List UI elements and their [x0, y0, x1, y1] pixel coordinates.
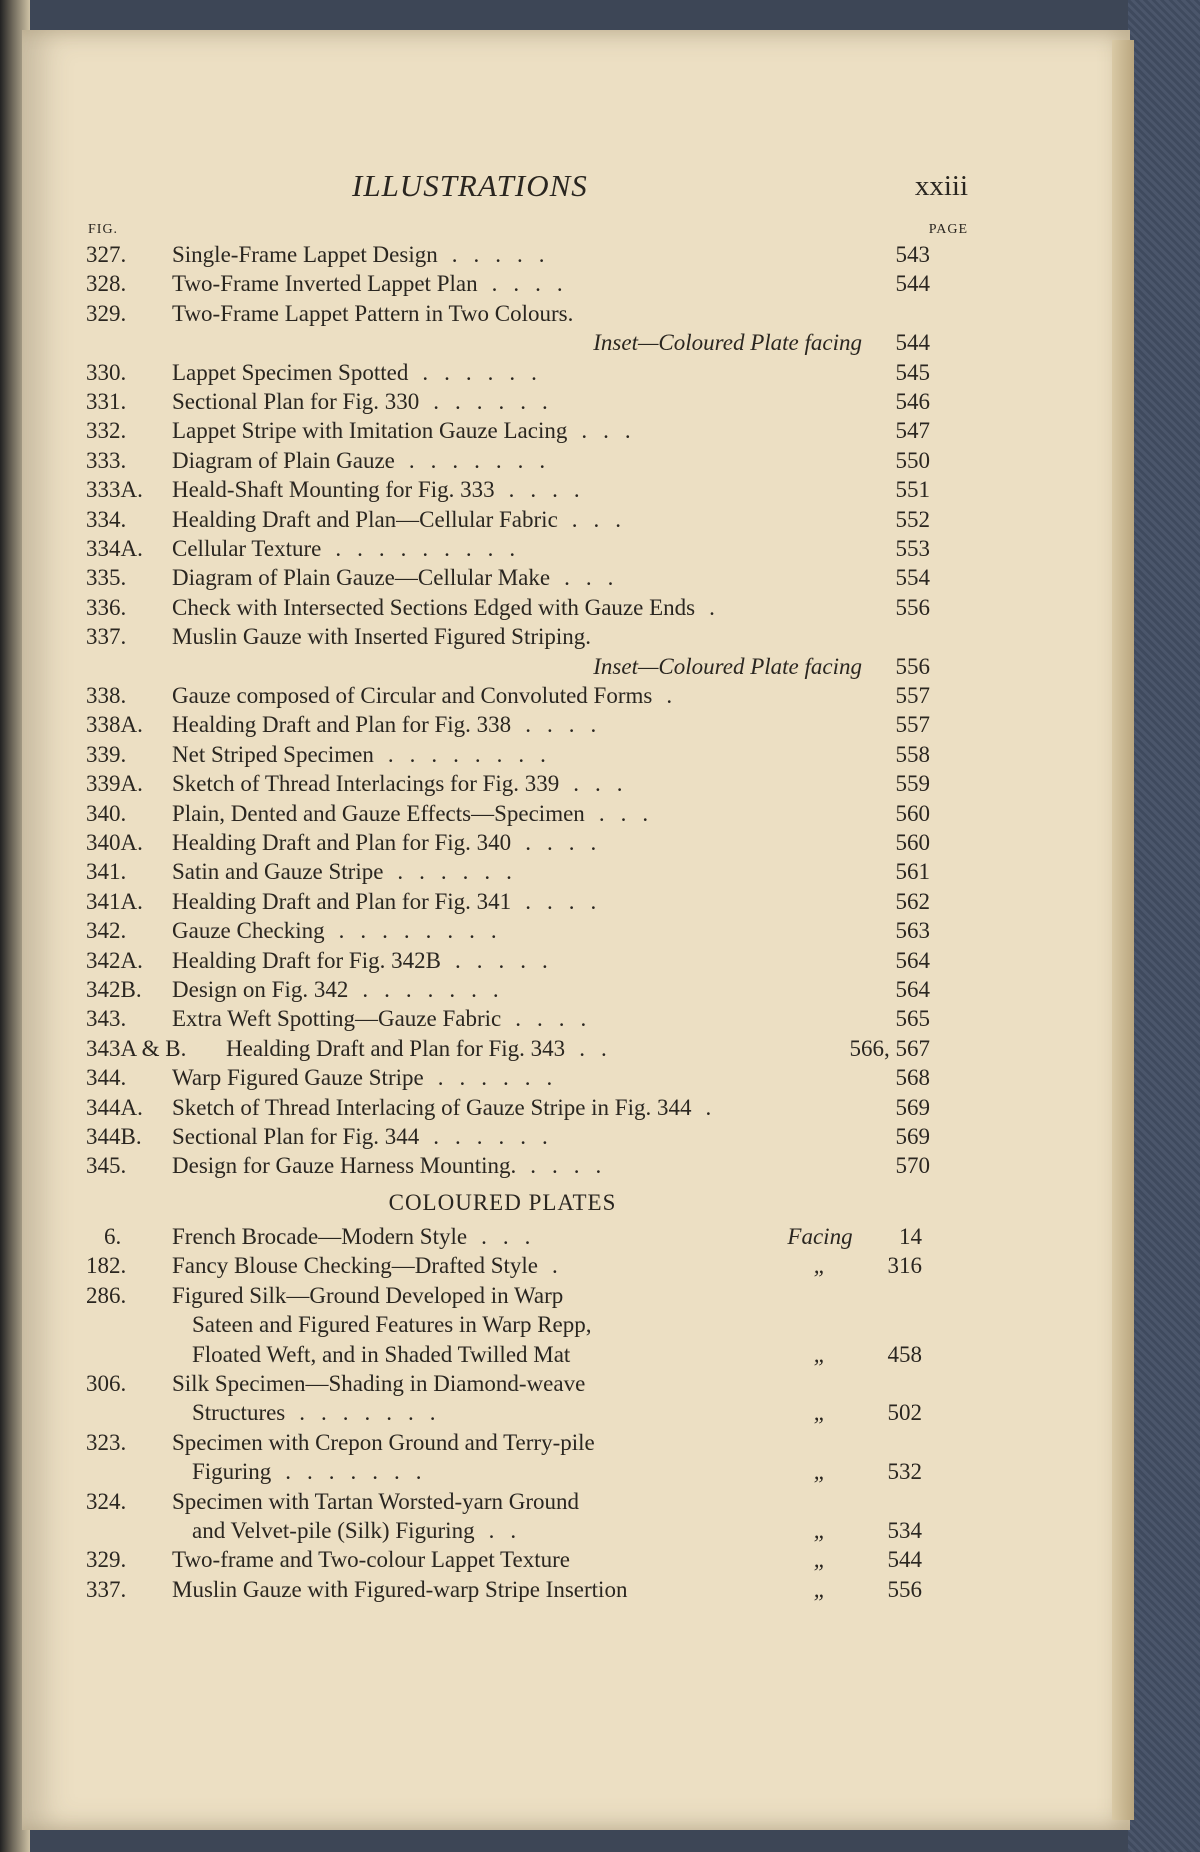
plate-title-text: Two-frame and Two-colour Lappet Texture: [172, 1547, 570, 1573]
list-item: [0, 1122, 1200, 1152]
dot-leader: ......: [437, 1065, 569, 1091]
fig-column-label: FIG.: [88, 222, 119, 237]
dot-leader: .....: [454, 947, 564, 973]
fig-number: 343.: [86, 1006, 127, 1032]
entry-title-text: Two-Frame Inverted Lappet Plan: [172, 271, 478, 297]
list-item: [0, 652, 1200, 682]
page-ref: 545: [895, 359, 930, 385]
dot-leader: .......: [408, 447, 562, 473]
entry-title: [172, 1063, 568, 1093]
list-item: [0, 387, 1200, 417]
fig-number: 306.: [86, 1371, 127, 1396]
page-ref: 563: [895, 918, 930, 944]
fig-number: 344.: [86, 1065, 127, 1091]
dot-leader: ...: [581, 418, 647, 444]
dot-leader: ......: [422, 359, 553, 385]
fig-number: 336.: [86, 594, 127, 620]
page-ref: 564: [895, 947, 930, 973]
fig-number: 330.: [86, 359, 127, 385]
page-ref: 569: [895, 1124, 930, 1149]
dot-leader: .......: [285, 1459, 438, 1485]
fig-number: 338.: [86, 683, 127, 708]
dot-leader: ....: [515, 1006, 603, 1032]
page-ref: 316: [887, 1253, 922, 1279]
plate-item: [0, 1487, 1200, 1517]
entry-title-text: Sketch of Thread Interlacings for Fig. 339: [172, 771, 560, 797]
dot-leader: ......: [433, 1124, 564, 1149]
list-item: [0, 505, 1200, 535]
entry-title-text: Design on Fig. 342: [172, 977, 349, 1002]
page-ref: 550: [895, 447, 930, 473]
list-item: [0, 769, 1200, 799]
page-ref: 552: [895, 506, 930, 532]
list-item: [0, 446, 1200, 476]
entry-title: [172, 857, 528, 887]
plate-item: [0, 1340, 1200, 1370]
list-item: [0, 1063, 1200, 1093]
entry-title-text: Muslin Gauze with Inserted Figured Striping.: [172, 624, 592, 650]
inset-note: Inset—Coloured Plate facing: [593, 330, 862, 356]
page-ref: 559: [895, 771, 930, 797]
entry-title: [172, 828, 612, 858]
plate-title: [172, 1487, 579, 1517]
entry-title: [172, 1093, 727, 1123]
entry-title: [172, 358, 553, 388]
entry-title: [172, 475, 596, 505]
entry-title: [172, 593, 731, 623]
page-ref: 14: [899, 1224, 922, 1249]
entry-title-text: Healding Draft and Plan—Cellular Fabric: [172, 506, 558, 532]
facing-label: „: [813, 1459, 827, 1485]
fig-number: 338A.: [86, 712, 143, 738]
list-item: [0, 416, 1200, 446]
page-number: xxiii: [914, 170, 968, 202]
plate-item: [0, 1369, 1200, 1399]
plate-title-text: Specimen with Tartan Worsted-yarn Ground: [172, 1488, 580, 1514]
dot-leader: ...: [564, 565, 630, 591]
fig-number: 332.: [86, 418, 127, 444]
facing-label: „: [813, 1253, 827, 1279]
entry-title-text: Satin and Gauze Stripe: [172, 859, 384, 885]
entry-title-text: Design for Gauze Harness Mounting.: [172, 1153, 517, 1179]
dot-leader: ...: [571, 506, 638, 532]
list-item: [0, 269, 1200, 299]
page-ref: 544: [887, 1547, 922, 1573]
list-item: [0, 299, 1200, 329]
entry-title-text: Sectional Plan for Fig. 344: [172, 1124, 420, 1149]
page-ref: 566, 567: [849, 1035, 930, 1061]
plate-item: [0, 1457, 1200, 1487]
entry-title: [172, 740, 562, 770]
list-item: [0, 1093, 1200, 1123]
fig-number: 329.: [86, 300, 127, 326]
page-ref: 546: [895, 389, 930, 414]
entry-title-text: Plain, Dented and Gauze Effects—Specimen: [172, 800, 585, 826]
fig-number: 286.: [86, 1282, 127, 1308]
entry-title-text: Healding Draft and Plan for Fig. 341: [172, 888, 512, 914]
dot-leader: ...: [481, 1224, 547, 1249]
fig-number: 339.: [86, 741, 127, 767]
fig-number: 324.: [86, 1488, 127, 1514]
page-ref: 556: [895, 653, 930, 679]
dot-leader: ........: [338, 918, 513, 944]
plate-item: [0, 1398, 1200, 1428]
fig-number: 341A.: [86, 888, 143, 914]
fig-number: 328.: [86, 271, 127, 297]
entry-title-text: Two-Frame Lappet Pattern in Two Colours.: [172, 300, 574, 326]
page-ref: 532: [887, 1459, 922, 1485]
page-ref: 553: [895, 536, 930, 561]
page-ref: 544: [895, 330, 930, 356]
entry-title: [172, 269, 579, 299]
list-item: [0, 1034, 1200, 1064]
fig-number: 327.: [86, 242, 127, 267]
page-ref: 556: [887, 1576, 922, 1602]
entry-title: [172, 916, 513, 946]
fig-number: 340A.: [86, 830, 143, 855]
plate-title: [172, 1222, 546, 1252]
entry-title-text: Gauze Checking: [172, 918, 325, 944]
fig-number: 323.: [86, 1429, 127, 1455]
plate-title-text: Structures: [192, 1400, 286, 1426]
plate-item: [0, 1222, 1200, 1252]
plate-title-text: Muslin Gauze with Figured-warp Stripe Insertion: [172, 1576, 628, 1602]
fig-number: 334A.: [86, 536, 143, 561]
entry-title-text: Extra Weft Spotting—Gauze Fabric: [172, 1006, 502, 1032]
list-item: [0, 563, 1200, 593]
plate-title-text: Sateen and Figured Features in Warp Repp,: [192, 1312, 592, 1338]
page-ref: 547: [895, 418, 930, 444]
list-item: [0, 475, 1200, 505]
dot-leader: ....: [491, 271, 579, 297]
plate-title: [192, 1457, 437, 1487]
plate-title-text: Specimen with Crepon Ground and Terry-pile: [172, 1429, 595, 1455]
plate-title: [172, 1369, 585, 1399]
page-ref: 568: [895, 1065, 930, 1091]
fig-number: 342A.: [86, 947, 143, 973]
entry-title-text: Healding Draft and Plan for Fig. 340: [172, 830, 512, 855]
entry-title: [172, 416, 647, 446]
plate-title: [172, 1428, 595, 1458]
dot-leader: .......: [299, 1400, 452, 1426]
running-head: ILLUSTRATIONS: [352, 168, 588, 203]
list-item: [0, 828, 1200, 858]
plate-title: [192, 1310, 592, 1340]
entry-title: [226, 1034, 623, 1064]
entry-title: [172, 975, 515, 1005]
plate-item: [0, 1428, 1200, 1458]
plate-title: [172, 1251, 574, 1281]
entry-title-text: Sketch of Thread Interlacing of Gauze Stripe in Fig. 344: [172, 1094, 692, 1120]
entry-title: [172, 799, 664, 829]
fig-number: 344A.: [86, 1094, 143, 1120]
fig-number: 329.: [86, 1547, 127, 1573]
plate-item: [0, 1575, 1200, 1605]
entry-title: [172, 1004, 602, 1034]
plate-title: [172, 1545, 570, 1575]
list-item: [0, 975, 1200, 1005]
facing-label: „: [813, 1400, 827, 1426]
list-item: [0, 622, 1200, 652]
facing-label: „: [813, 1518, 827, 1543]
section-heading: COLOURED PLATES: [388, 1190, 617, 1215]
dot-leader: ......: [397, 859, 528, 885]
entry-title: [172, 446, 561, 476]
dot-leader: .: [552, 1253, 574, 1279]
facing-label: „: [813, 1547, 827, 1573]
plate-title: [192, 1398, 452, 1428]
entry-title-text: Net Striped Specimen: [172, 741, 374, 767]
list-item: [0, 1004, 1200, 1034]
dot-leader: ....: [508, 477, 596, 503]
inset-note: Inset—Coloured Plate facing: [593, 653, 862, 679]
dot-leader: .: [709, 594, 731, 620]
list-item: [0, 240, 1200, 270]
list-item: [0, 593, 1200, 623]
entry-title: [172, 299, 573, 329]
entry-title: [172, 240, 560, 270]
entry-title: [172, 946, 564, 976]
fig-number: 337.: [86, 1576, 127, 1602]
plate-title: [192, 1516, 532, 1546]
page-ref: 560: [895, 830, 930, 855]
list-item: [0, 799, 1200, 829]
dot-leader: .....: [451, 242, 561, 267]
dot-leader: ........: [387, 741, 562, 767]
fig-number: 343A & B.: [86, 1035, 187, 1061]
plate-title-text: Silk Specimen—Shading in Diamond-weave: [172, 1371, 586, 1396]
fig-number: 345.: [86, 1153, 127, 1179]
entry-title-text: Healding Draft and Plan for Fig. 343: [226, 1035, 566, 1061]
page-ref: 458: [887, 1341, 922, 1367]
page-ref: 556: [895, 594, 930, 620]
page-ref: 562: [895, 888, 930, 914]
page-ref: 534: [887, 1518, 922, 1543]
facing-label: „: [813, 1341, 827, 1367]
page-ref: 543: [895, 242, 930, 267]
entry-title: [172, 563, 629, 593]
entry-title-text: Gauze composed of Circular and Convoluted Forms: [172, 683, 653, 708]
dot-leader: ....: [530, 1153, 618, 1179]
entry-title-text: Cellular Texture: [172, 536, 322, 561]
entry-title: [172, 622, 591, 652]
dot-leader: .: [705, 1094, 728, 1120]
plate-title-text: Figured Silk—Ground Developed in Warp: [172, 1282, 564, 1308]
fig-number: 341.: [86, 859, 127, 885]
list-item: [0, 681, 1200, 711]
plate-item: [0, 1281, 1200, 1311]
dot-leader: ......: [433, 389, 564, 414]
dot-leader: ..: [488, 1518, 533, 1543]
fig-number: 335.: [86, 565, 127, 591]
list-item: [0, 358, 1200, 388]
entry-title-text: Diagram of Plain Gauze: [172, 447, 395, 473]
entry-title: [172, 710, 612, 740]
plate-item: [0, 1310, 1200, 1340]
dot-leader: ....: [525, 830, 613, 855]
plate-title: [172, 1281, 563, 1311]
list-item: [0, 710, 1200, 740]
page-ref: 558: [895, 741, 930, 767]
plate-title: [172, 1575, 627, 1605]
plate-item: [0, 1251, 1200, 1281]
page-ref: 544: [895, 271, 930, 297]
entry-title-text: Lappet Stripe with Imitation Gauze Lacing: [172, 418, 568, 444]
entry-title: [172, 887, 612, 917]
facing-label: „: [813, 1576, 827, 1602]
entry-title-text: Lappet Specimen Spotted: [172, 359, 409, 385]
fig-number: 333.: [86, 447, 127, 473]
plate-title-text: Floated Weft, and in Shaded Twilled Mat: [192, 1341, 571, 1367]
page-column-label: PAGE: [928, 222, 968, 237]
page-ref: 502: [887, 1400, 922, 1426]
entry-title: [172, 769, 639, 799]
list-item: [0, 857, 1200, 887]
entry-title: [172, 1122, 564, 1152]
list-item: [0, 534, 1200, 564]
entry-title-text: Single-Frame Lappet Design: [172, 242, 438, 267]
dot-leader: ...: [598, 800, 665, 826]
page-ref: 570: [895, 1153, 930, 1179]
entry-title-text: Heald-Shaft Mounting for Fig. 333: [172, 477, 495, 503]
plate-item: [0, 1545, 1200, 1575]
fig-number: 333A.: [86, 477, 143, 503]
dot-leader: ...: [573, 771, 639, 797]
entry-title-text: Warp Figured Gauze Stripe: [172, 1065, 424, 1091]
entry-title: [172, 681, 688, 711]
page-ref: 551: [895, 477, 930, 503]
fig-number: 339A.: [86, 771, 143, 797]
list-item: [0, 1151, 1200, 1181]
dot-leader: ....: [525, 712, 613, 738]
fig-number: 331.: [86, 389, 127, 414]
entry-title: [172, 387, 564, 417]
list-item: [0, 328, 1200, 358]
plate-item: [0, 1516, 1200, 1546]
dot-leader: ..: [579, 1035, 623, 1061]
fig-number: 342.: [86, 918, 127, 944]
page-ref: 557: [895, 712, 930, 738]
page-ref: 561: [895, 859, 930, 885]
fig-number: 342B.: [86, 977, 142, 1002]
dot-leader: .: [666, 683, 689, 708]
dot-leader: .......: [362, 977, 515, 1002]
dot-leader: ....: [525, 888, 613, 914]
fig-number: 6.: [104, 1224, 122, 1249]
list-item: [0, 946, 1200, 976]
entry-title-text: Healding Draft for Fig. 342B: [172, 947, 441, 973]
fig-number: 337.: [86, 624, 127, 650]
list-item: [0, 740, 1200, 770]
entry-title-text: Sectional Plan for Fig. 330: [172, 389, 420, 414]
entry-title: [172, 1151, 617, 1181]
entry-title-text: Check with Intersected Sections Edged with Gauze Ends: [172, 594, 696, 620]
facing-label: Facing: [787, 1224, 853, 1249]
page-ref: 554: [895, 565, 930, 591]
list-item: [0, 916, 1200, 946]
fig-number: 182.: [86, 1253, 127, 1279]
page-ref: 569: [895, 1094, 930, 1120]
list-item: [0, 887, 1200, 917]
page-ref: 560: [895, 800, 930, 826]
entry-title: [172, 505, 637, 535]
fig-number: 334.: [86, 506, 127, 532]
dot-leader: .........: [335, 536, 532, 561]
entry-title: [172, 534, 531, 564]
page-ref: 565: [895, 1006, 930, 1032]
page-ref: 564: [895, 977, 930, 1002]
plate-title-text: Fancy Blouse Checking—Drafted Style: [172, 1253, 539, 1279]
page-ref: 557: [895, 683, 930, 708]
entry-title-text: Diagram of Plain Gauze—Cellular Make: [172, 565, 551, 591]
fig-number: 344B.: [86, 1124, 142, 1149]
fig-number: 340.: [86, 800, 127, 826]
plate-title-text: Figuring: [192, 1459, 272, 1485]
plate-title-text: and Velvet-pile (Silk) Figuring: [192, 1518, 475, 1543]
plate-title-text: French Brocade—Modern Style: [172, 1224, 468, 1249]
entry-title-text: Healding Draft and Plan for Fig. 338: [172, 712, 512, 738]
plate-title: [192, 1340, 570, 1370]
